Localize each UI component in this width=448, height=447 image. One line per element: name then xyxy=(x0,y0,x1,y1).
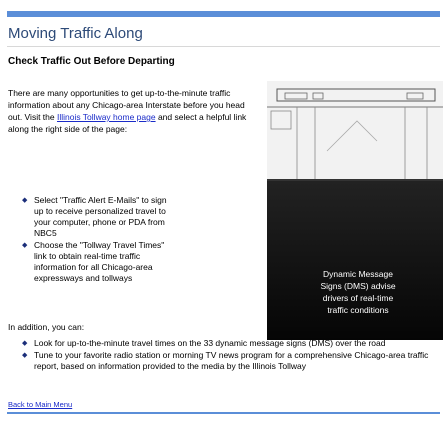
caption-line: drivers of real-time xyxy=(322,293,394,303)
tollway-home-link[interactable]: Illinois Tollway home page xyxy=(56,112,156,122)
caption-line: Dynamic Message xyxy=(323,269,393,279)
intro-text-before: There are many opportunities to get up-to-the-minute traffic information about any Chicago-area Interstate before you head out. Visit the xyxy=(8,88,245,122)
additional-options-list xyxy=(20,338,430,373)
caption-line: Signs (DMS) advise xyxy=(320,281,396,291)
list-item: ◆ Tune to your favorite radio station or morning TV news program for a comprehensive Chicago-area traffic report, based on information provided to the media by the Illinois Tollway xyxy=(20,350,430,372)
photo-road-area xyxy=(267,181,443,340)
page-subtitle: Check Traffic Out Before Departing xyxy=(8,56,175,67)
bottom-accent-bar xyxy=(7,412,440,414)
caption-line: traffic conditions xyxy=(327,305,389,315)
page-title: Moving Traffic Along xyxy=(8,25,143,42)
in-addition-label: In addition, you can: xyxy=(8,322,85,332)
traffic-links-list xyxy=(20,195,170,285)
intro-text-after: and select a helpful link along the right side of the page: xyxy=(8,112,247,134)
list-item: ◆ Look for up-to-the-minute travel times on the 33 dynamic message signs (DMS) over the road xyxy=(20,338,430,349)
toll-plaza-sketch xyxy=(267,81,443,179)
list-item: ◆ Select "Traffic Alert E-Mails" to sign up to receive personalized travel to your computer, phone or PDA from NBC5 xyxy=(20,195,170,239)
back-to-main-menu-link[interactable]: Back to Main Menu xyxy=(8,400,73,409)
photo-sign-area xyxy=(267,81,443,181)
photo-caption xyxy=(278,268,438,316)
list-item: ◆ Choose the "Tollway Travel Times" link to obtain real-time traffic information for all Chicago-area expressways and tollways xyxy=(20,240,170,284)
intro-paragraph xyxy=(8,87,258,135)
top-accent-bar xyxy=(7,11,440,17)
title-divider xyxy=(7,46,440,47)
